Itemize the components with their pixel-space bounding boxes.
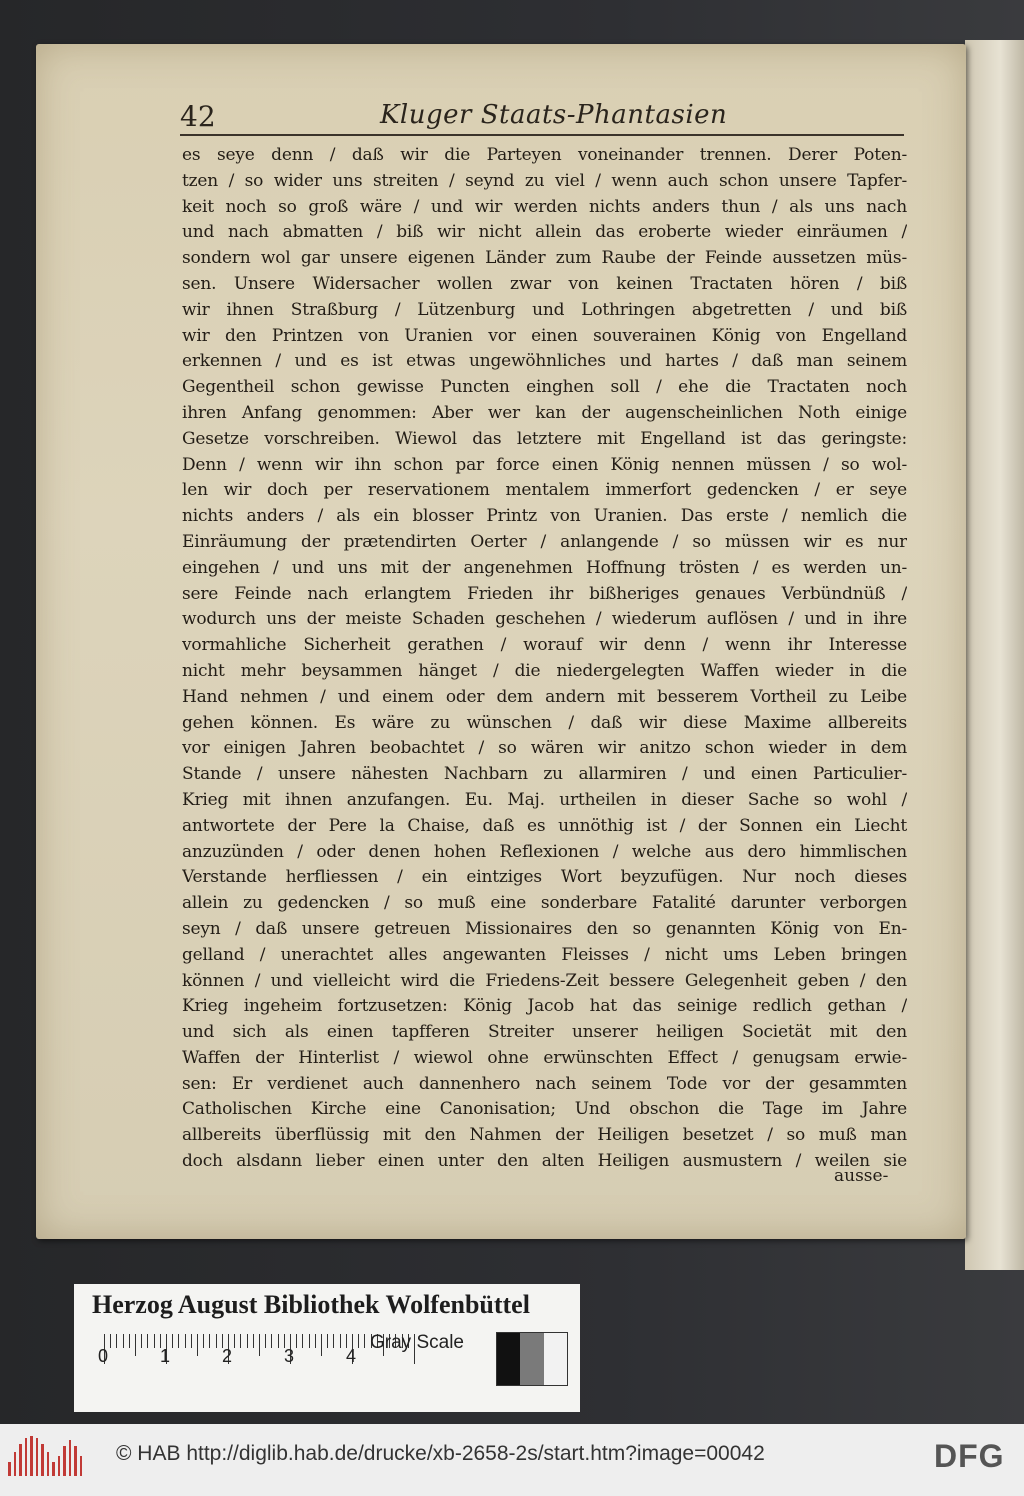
color-card bbox=[74, 1284, 580, 1412]
text-line: nichts anders / als ein blosser Printz von Uranien. Das erste / nemlich die bbox=[182, 506, 907, 527]
running-title: Kluger Staats-Phantasien bbox=[380, 100, 728, 130]
text-line: seyn / daß unsere getreuen Missionaires den so genannten König von En- bbox=[182, 918, 907, 939]
hab-logo-bar bbox=[25, 1438, 28, 1476]
ruler-tick bbox=[110, 1334, 111, 1348]
text-line: gelland / unerachtet alles angewanten Fleisses / nicht ums Leben bringen bbox=[182, 944, 907, 965]
ruler-tick bbox=[129, 1334, 130, 1348]
ruler-tick bbox=[340, 1334, 341, 1348]
ruler-tick bbox=[327, 1334, 328, 1348]
ruler-tick bbox=[135, 1334, 136, 1356]
ruler bbox=[104, 1334, 404, 1374]
ruler-number: 3 bbox=[284, 1346, 295, 1366]
catchword: ausse- bbox=[834, 1166, 889, 1186]
text-line: sere Feinde nach erlangtem Frieden ihr bißheriges genaues Verbündnüß / bbox=[182, 583, 907, 604]
text-line: Denn / wenn wir ihn schon par force einen König nennen müssen / so wol- bbox=[182, 454, 907, 475]
hab-logo-bar bbox=[63, 1446, 66, 1476]
hab-logo-bar bbox=[41, 1444, 44, 1476]
hab-logo-bar bbox=[52, 1462, 55, 1476]
text-line: ihren Anfang genommen: Aber wer kan der augenscheinlichen Noth einige bbox=[182, 402, 907, 423]
text-line: sen. Unsere Widersacher wollen zwar von keinen Tractaten hören / biß bbox=[182, 273, 907, 294]
gray-scale-label: Gray Scale bbox=[370, 1332, 464, 1353]
text-line: Krieg ingeheim fortzusetzen: König Jacob hat das seinige redlich gethan / bbox=[182, 996, 907, 1017]
text-line: wir den Printzen von Uranien vor einen souverainen König von Engelland bbox=[182, 325, 907, 346]
text-line: anzuzünden / oder denen hohen Reflexionen / welche aus dero himmlischen bbox=[182, 841, 907, 862]
text-line: Hand nehmen / und einem oder dem andern mit besserem Vortheil zu Leibe bbox=[182, 686, 907, 707]
ruler-tick bbox=[265, 1334, 266, 1348]
text-line: sondern wol gar unsere eigenen Länder zum Raube der Feinde aussetzen müs- bbox=[182, 248, 907, 269]
text-line: Gegentheil schon gewisse Puncten einghen soll / ehe die Tractaten noch bbox=[182, 377, 907, 398]
text-line: Catholischen Kirche eine Canonisation; Und obschon die Tage im Jahre bbox=[182, 1099, 907, 1120]
text-line: Krieg mit ihnen anzufangen. Eu. Maj. urtheilen in dieser Sache so wohl / bbox=[182, 789, 907, 810]
page-number: 42 bbox=[180, 100, 216, 133]
hab-logo-bar bbox=[58, 1456, 61, 1476]
text-line: eingehen / und uns mit der angenehmen Hoffnung trösten / es werden un- bbox=[182, 557, 907, 578]
text-line: nicht mehr beysammen hänget / die niedergelegten Waffen wieder in die bbox=[182, 660, 907, 681]
ruler-tick bbox=[123, 1334, 124, 1348]
text-line: Stande / unsere nähesten Nachbarn zu allarmiren / und einen Particulier- bbox=[182, 764, 907, 785]
color-card-title: Herzog August Bibliothek Wolfenbüttel bbox=[92, 1290, 530, 1319]
text-line: keit noch so groß wäre / und wir werden nichts anders thun / als uns nach bbox=[182, 196, 907, 217]
text-line: doch alsdann lieber einen unter den alten Heiligen ausmustern / weilen sie bbox=[182, 1151, 907, 1172]
ruler-tick bbox=[247, 1334, 248, 1348]
text-line: tzen / so wider uns streiten / seynd zu viel / wenn auch schon unsere Tapfer- bbox=[182, 170, 907, 191]
ruler-tick bbox=[203, 1334, 204, 1348]
ruler-tick bbox=[253, 1334, 254, 1348]
gray-swatch bbox=[544, 1333, 567, 1385]
text-line: können / und vielleicht wird die Friedens-Zeit bessere Gelegenheit geben / den bbox=[182, 970, 907, 991]
text-line: erkennen / und es ist etwas ungewöhnliches und hartes / daß man seinem bbox=[182, 351, 907, 372]
adjacent-page-edge bbox=[965, 40, 1024, 1270]
text-line: und sich als einen tapfferen Streiter unserer heiligen Societät mit den bbox=[182, 1022, 907, 1043]
ruler-tick bbox=[358, 1334, 359, 1348]
hab-logo-bar bbox=[8, 1462, 11, 1476]
hab-logo-bar bbox=[30, 1436, 33, 1476]
ruler-tick bbox=[321, 1334, 322, 1356]
hab-logo-bar bbox=[14, 1452, 17, 1476]
hab-logo-bar bbox=[19, 1444, 22, 1476]
gray-swatch bbox=[520, 1333, 543, 1385]
text-line: len wir doch per reservationem mentalem immerfort gedencken / er seye bbox=[182, 480, 907, 501]
ruler-tick bbox=[154, 1334, 155, 1348]
text-line: und nach abmatten / biß wir nicht allein das eroberte wieder einräumen / bbox=[182, 222, 907, 243]
text-line: Gesetze vorschreiben. Wiewol das letztere mit Engelland ist das geringste: bbox=[182, 428, 907, 449]
text-line: sen: Er verdienet auch dannenhero nach seinem Tode vor der gesammten bbox=[182, 1073, 907, 1094]
ruler-tick bbox=[240, 1334, 241, 1348]
hab-logo-bar bbox=[74, 1446, 77, 1476]
ruler-tick bbox=[309, 1334, 310, 1348]
text-line: wodurch uns der meiste Schaden geschehen / wiederum auflösen / und in ihre bbox=[182, 609, 907, 630]
hab-logo-bar bbox=[80, 1456, 83, 1476]
ruler-tick bbox=[116, 1334, 117, 1348]
ruler-tick bbox=[172, 1334, 173, 1348]
ruler-tick bbox=[178, 1334, 179, 1348]
hab-logo-bar bbox=[47, 1452, 50, 1476]
ruler-tick bbox=[259, 1334, 260, 1356]
text-line: Waffen der Hinterlist / wiewol ohne erwünschten Effect / genugsam erwie- bbox=[182, 1047, 907, 1068]
gray-swatch bbox=[497, 1333, 520, 1385]
ruler-tick bbox=[185, 1334, 186, 1348]
text-line: antwortete der Pere la Chaise, daß es unnöthig ist / der Sonnen ein Liecht bbox=[182, 815, 907, 836]
ruler-tick bbox=[234, 1334, 235, 1348]
text-line: allbereits überflüssig mit den Nahmen der Heiligen besetzet / so muß man bbox=[182, 1125, 907, 1146]
hab-logo-icon bbox=[8, 1436, 82, 1476]
head-rule bbox=[180, 134, 904, 136]
dfg-logo: DFG bbox=[934, 1438, 1005, 1474]
ruler-number: 0 bbox=[98, 1346, 109, 1366]
ruler-tick bbox=[315, 1334, 316, 1348]
ruler-number: 4 bbox=[346, 1346, 357, 1366]
text-line: vor einigen Jahren beobachtet / so wären wir anitzo schon wieder in dem bbox=[182, 738, 907, 759]
text-line: Verstande herfliessen / ein eintziges Wort beyzufügen. Nur noch dieses bbox=[182, 867, 907, 888]
ruler-tick bbox=[147, 1334, 148, 1348]
ruler-tick bbox=[141, 1334, 142, 1348]
body-text bbox=[182, 143, 907, 1175]
hab-logo-bar bbox=[36, 1438, 39, 1476]
footer-credit[interactable]: © HAB http://diglib.hab.de/drucke/xb-2658-2s/start.htm?image=00042 bbox=[116, 1442, 765, 1465]
ruler-tick bbox=[278, 1334, 279, 1348]
hab-logo-bar bbox=[69, 1440, 72, 1476]
text-line: Einräumung der prætendirten Oerter / anlangende / so müssen wir es nur bbox=[182, 531, 907, 552]
text-line: wir ihnen Straßburg / Lützenburg und Lothringen abgetretten / und biß bbox=[182, 299, 907, 320]
footer-bar bbox=[0, 1424, 1024, 1496]
running-head bbox=[180, 100, 920, 134]
ruler-tick bbox=[197, 1334, 198, 1356]
ruler-number: 2 bbox=[222, 1346, 233, 1366]
text-line: es seye denn / daß wir die Parteyen voneinander trennen. Derer Poten- bbox=[182, 145, 907, 165]
text-line: vormahliche Sicherheit gerathen / worauf wir denn / wenn ihr Interesse bbox=[182, 635, 907, 656]
ruler-tick bbox=[216, 1334, 217, 1348]
ruler-tick bbox=[302, 1334, 303, 1348]
ruler-tick bbox=[271, 1334, 272, 1348]
ruler-tick bbox=[209, 1334, 210, 1348]
ruler-tick bbox=[364, 1334, 365, 1348]
ruler-tick bbox=[333, 1334, 334, 1348]
ruler-number: 1 bbox=[160, 1346, 171, 1366]
text-line: gehen können. Es wäre zu wünschen / daß wir diese Maxime allbereits bbox=[182, 712, 907, 733]
ruler-tick bbox=[296, 1334, 297, 1348]
gray-scale-swatches bbox=[496, 1332, 568, 1386]
ruler-tick bbox=[191, 1334, 192, 1348]
text-line: allein zu gedencken / so muß eine sonderbare Fatalité darunter verborgen bbox=[182, 893, 907, 914]
